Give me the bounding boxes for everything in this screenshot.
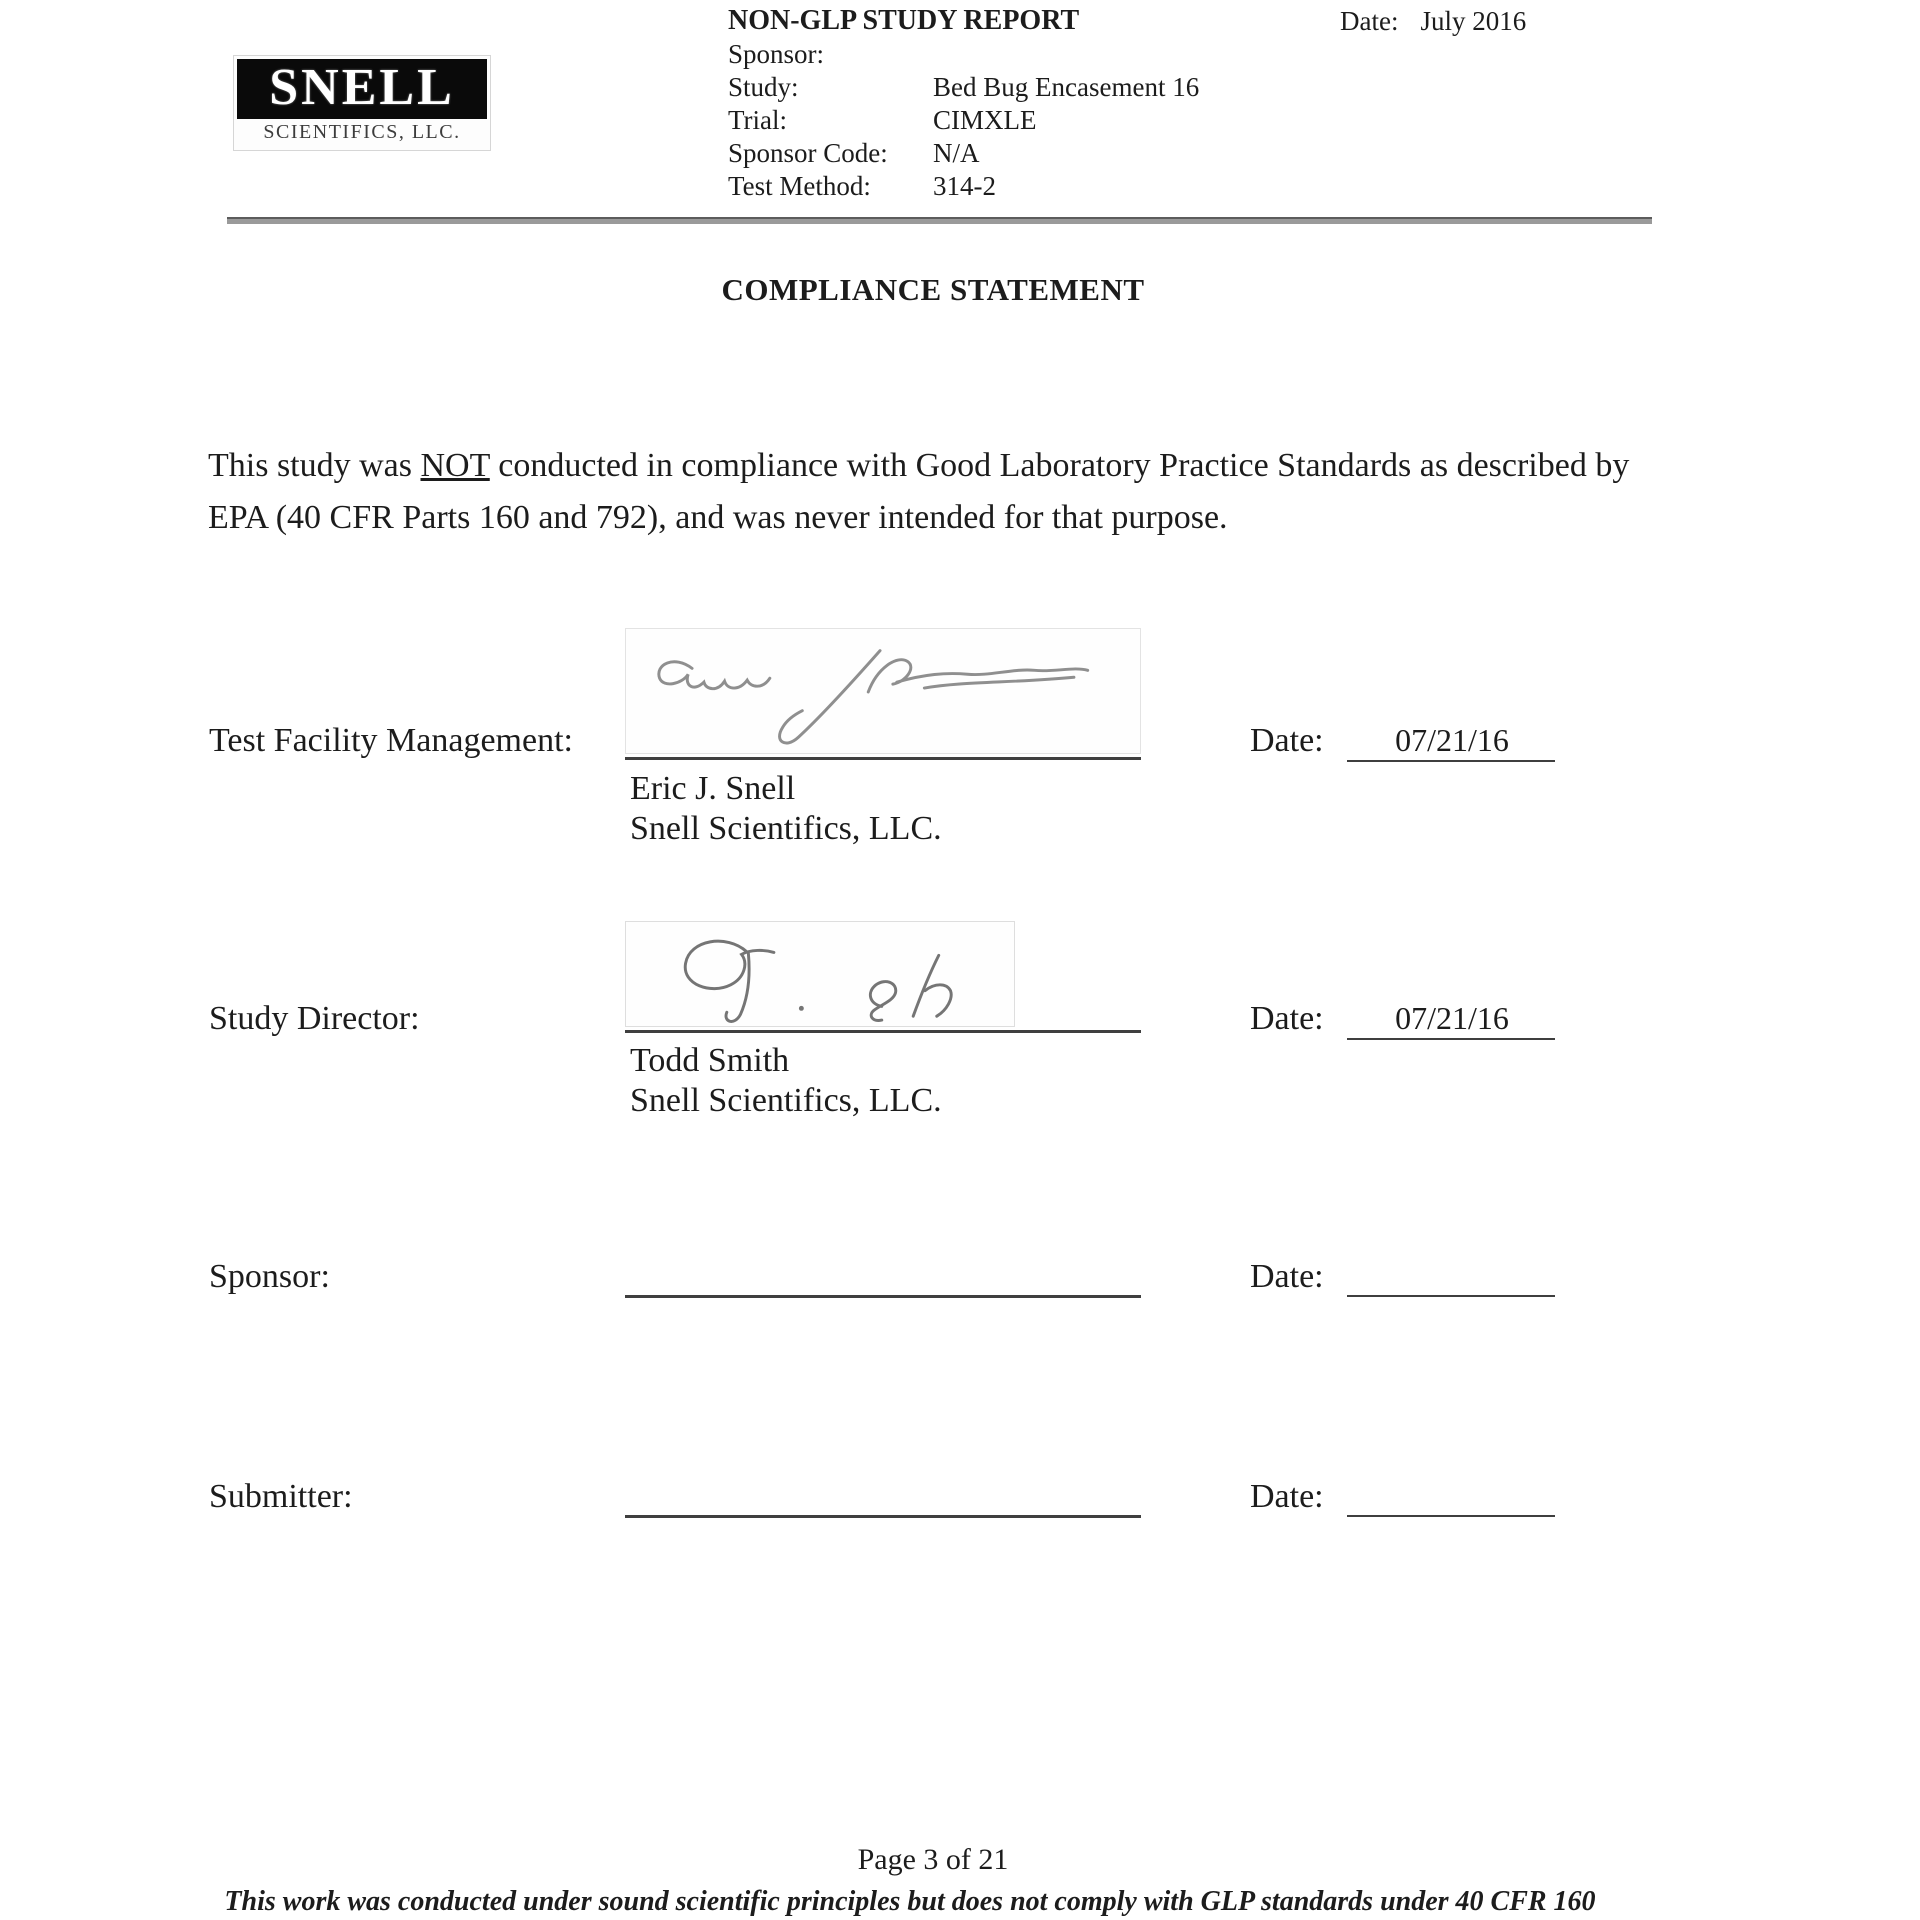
header-field-sponsor-code <box>728 137 1199 170</box>
date-line <box>1347 1515 1555 1517</box>
todd-smith-signature-image <box>625 921 1015 1027</box>
signer-role-label: Sponsor: <box>209 1258 330 1295</box>
header-field-test-method <box>728 170 1199 203</box>
signer-role-label: Submitter: <box>209 1478 353 1515</box>
signature-line <box>625 1515 1141 1518</box>
date-value: 07/21/16 <box>1395 1000 1509 1036</box>
report-type-title: NON-GLP STUDY REPORT <box>728 5 1080 36</box>
field-label: Sponsor: <box>728 39 825 69</box>
footer-disclaimer: This work was conducted under sound scientific principles but does not comply with GLP standards under 40 CFR 160 <box>224 1886 1596 1917</box>
field-label: Test Method: <box>728 171 871 201</box>
logo-snell-text: SNELL <box>237 59 487 119</box>
field-label: Sponsor Code: <box>728 138 888 168</box>
eric-snell-signature-image <box>625 628 1141 754</box>
field-value: Bed Bug Encasement 16 <box>933 72 1200 102</box>
logo-subtitle: SCIENTIFICS, LLC. <box>263 121 461 143</box>
signature-line <box>625 1030 1141 1033</box>
signature-line <box>625 1295 1141 1298</box>
page-number: Page 3 of 21 <box>857 1843 1009 1876</box>
signer-role-label: Study Director: <box>209 1000 420 1037</box>
signer-name: Eric J. Snell <box>630 770 796 807</box>
report-header-block <box>728 4 1199 203</box>
date-line <box>1347 1295 1555 1297</box>
paragraph-not-underlined: NOT <box>420 447 490 484</box>
signature-row-test-facility-management <box>0 628 1920 858</box>
paragraph-text: This study was <box>208 447 421 484</box>
date-label: Date: <box>1250 1000 1324 1037</box>
date-value: July 2016 <box>1420 6 1527 36</box>
field-value: 314-2 <box>933 171 996 201</box>
signature-line <box>625 757 1141 760</box>
header-divider-rule <box>227 217 1652 224</box>
company-logo <box>233 55 491 151</box>
signer-role-label: Test Facility Management: <box>209 722 573 759</box>
signature-row-study-director <box>0 921 1920 1151</box>
report-date <box>1340 6 1526 37</box>
signature-row-submitter <box>0 1478 1920 1538</box>
date-line <box>1347 1038 1555 1040</box>
paragraph-text-line2: EPA (40 CFR Parts 160 and 792), and was never intended for that purpose. <box>208 499 1228 536</box>
signer-company: Snell Scientifics, LLC. <box>630 1082 942 1119</box>
signature-row-sponsor <box>0 1258 1920 1318</box>
header-field-trial <box>728 104 1199 137</box>
header-field-study <box>728 71 1199 104</box>
date-label: Date: <box>1250 722 1324 759</box>
signer-company: Snell Scientifics, LLC. <box>630 810 942 847</box>
signer-name: Todd Smith <box>630 1042 790 1079</box>
date-line <box>1347 760 1555 762</box>
header-field-sponsor <box>728 38 1199 71</box>
date-label: Date: <box>1250 1258 1324 1295</box>
field-label: Trial: <box>728 105 788 135</box>
field-value: N/A <box>933 138 980 168</box>
page-title: COMPLIANCE STATEMENT <box>721 272 1145 307</box>
date-value: 07/21/16 <box>1395 722 1509 758</box>
compliance-paragraph <box>208 440 1688 544</box>
date-label: Date: <box>1250 1478 1324 1515</box>
field-label: Study: <box>728 72 799 102</box>
paragraph-text: conducted in compliance with Good Laboratory Practice Standards as described by <box>489 447 1630 484</box>
date-label: Date: <box>1340 6 1399 36</box>
field-value: CIMXLE <box>933 105 1037 135</box>
